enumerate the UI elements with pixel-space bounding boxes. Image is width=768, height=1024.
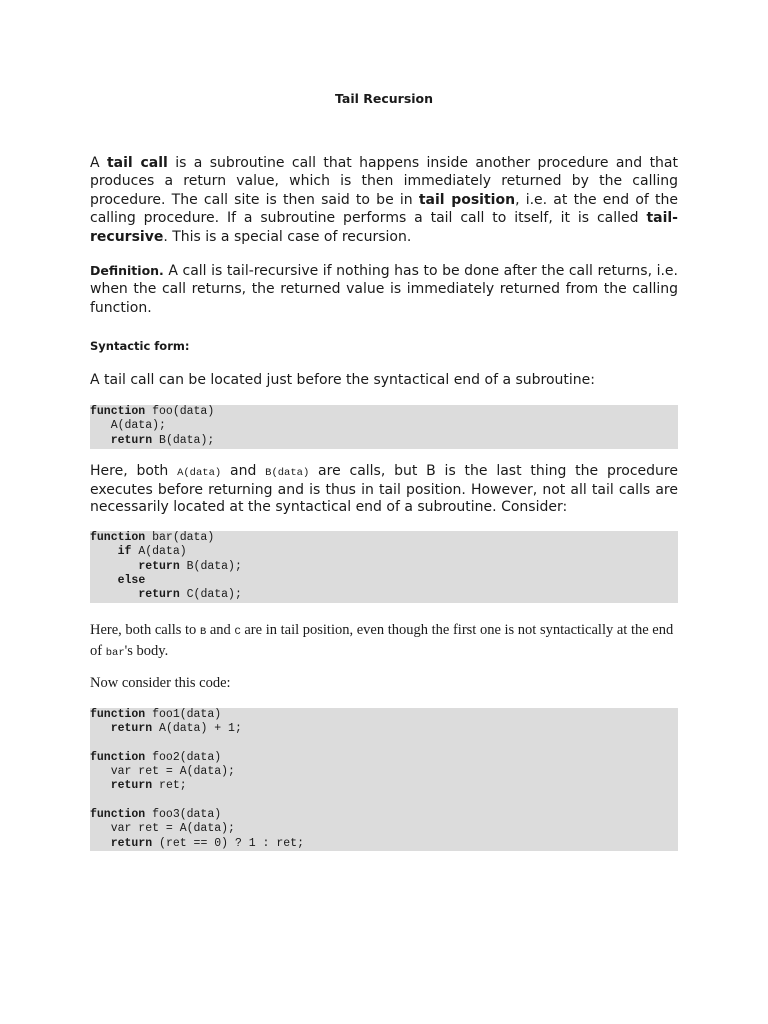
code-keyword: function	[90, 531, 146, 544]
code-indent	[90, 545, 118, 558]
code-indent	[90, 574, 118, 587]
code-indent	[90, 722, 111, 735]
term-tail-position: tail position	[418, 191, 516, 208]
code-line: var ret = A(data);	[90, 765, 235, 779]
tail-position-paragraph	[90, 621, 678, 662]
code-keyword: return	[110, 722, 153, 736]
text: 's body.	[124, 642, 169, 659]
intro-text-4: . This is a special case of recursion.	[163, 228, 412, 245]
syntactic-intro: A tail call can be located just before the syntactical end of a subroutine:	[90, 372, 596, 388]
inline-code: B(data)	[265, 467, 310, 479]
intro-text-1: A	[90, 155, 107, 171]
code-text: A(data)	[131, 545, 187, 559]
code-keyword: function	[90, 808, 146, 822]
inline-code: C	[234, 626, 241, 638]
text: are calls, but B is the last thing the procedure executes before returning and is thus in tail position. However, not all tail calls are necessarily located at the syntactical end of a subroutine. Consider:	[90, 463, 678, 515]
inline-code: A(data)	[177, 467, 222, 479]
intro-text-3: , i.e. at the end of the calling procedure. If a subroutine performs a tail call to itself, it is called	[90, 191, 678, 227]
code-block-foo	[90, 405, 678, 449]
text: and	[206, 622, 235, 638]
inline-code: bar	[105, 646, 125, 659]
definition-paragraph	[90, 262, 678, 317]
code-text: B(data);	[179, 559, 242, 573]
inline-code: B	[199, 626, 207, 638]
code-line: A(data);	[90, 419, 166, 433]
code-keyword: function	[90, 405, 146, 418]
term-tail-recursive: tail-recursive	[90, 210, 678, 245]
syntactic-form-heading: Syntactic form:	[90, 339, 190, 353]
code-text: ret;	[152, 779, 187, 793]
code-block-foo123	[90, 708, 678, 851]
intro-text-2: is a subroutine call that happens inside another procedure and that produces a return value, which is then immediately returned by the calling procedure. The call site is then said to be in	[90, 155, 678, 208]
code-indent	[90, 837, 111, 850]
text: and	[221, 463, 266, 479]
code-text: bar(data)	[145, 531, 215, 544]
code-keyword: return	[110, 433, 153, 447]
code-keyword: return	[110, 779, 153, 793]
code-indent	[90, 588, 138, 601]
code-keyword: else	[117, 573, 146, 587]
code-indent	[90, 434, 111, 447]
explanation-paragraph	[90, 463, 678, 516]
code-text: foo1(data)	[145, 708, 222, 721]
code-text: B(data);	[152, 433, 215, 447]
code-block-bar	[90, 531, 678, 603]
code-text: foo(data)	[145, 405, 215, 418]
code-text: foo3(data)	[145, 808, 222, 822]
page-title: Tail Recursion	[334, 91, 434, 106]
text: Here, both	[90, 463, 178, 479]
intro-paragraph	[90, 154, 678, 246]
code-keyword: function	[90, 750, 146, 764]
code-keyword: return	[138, 559, 180, 573]
code-keyword: if	[117, 545, 132, 559]
term-tail-call: tail call	[106, 155, 168, 171]
code-keyword: return	[138, 588, 180, 602]
code-line: var ret = A(data);	[90, 822, 235, 836]
code-keyword: function	[90, 708, 146, 721]
definition-term: Definition.	[90, 263, 164, 278]
text: Here, both calls to	[90, 622, 200, 638]
text: are in tail position, even though the first one is not syntactically at the end of	[90, 622, 674, 659]
code-keyword: return	[110, 836, 153, 850]
code-indent	[90, 560, 138, 573]
definition-text: A call is tail-recursive if nothing has to be done after the call returns, i.e. when the call returns, the returned value is immediately returned from the calling function.	[90, 263, 678, 316]
code-text: A(data) + 1;	[152, 722, 242, 736]
code-text: C(data);	[179, 588, 242, 602]
code-indent	[90, 779, 111, 792]
consider-paragraph: Now consider this code:	[90, 675, 231, 691]
code-text: foo2(data)	[145, 750, 222, 764]
code-text: (ret == 0) ? 1 : ret;	[152, 836, 304, 850]
